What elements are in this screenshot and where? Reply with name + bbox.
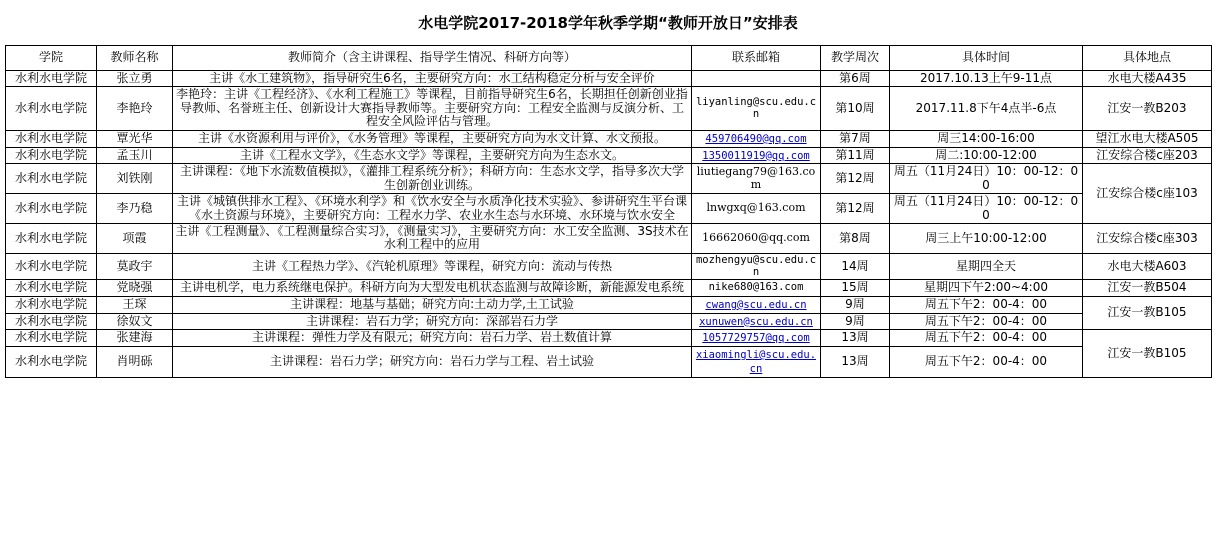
- cell-college: 水利水电学院: [6, 130, 97, 147]
- cell-email[interactable]: [692, 330, 821, 347]
- table-row: [6, 130, 1212, 147]
- cell-teacher-intro: 主讲《工程测量》、《工程测量综合实习》，《测量实习》，主要研究方向：水工安全监测、3S技术在水利工程中的应用: [173, 224, 692, 254]
- cell-email: [692, 71, 821, 87]
- table-row: [6, 224, 1212, 254]
- table-header: [6, 46, 1212, 71]
- cell-time: 周五（11月24日）10：00-12：00: [890, 194, 1083, 224]
- column-header-email: 联系邮箱: [692, 46, 821, 71]
- table-row: [6, 164, 1212, 194]
- column-header-week: 教学周次: [821, 46, 890, 71]
- cell-time: 周五下午2：00-4：00: [890, 330, 1083, 347]
- cell-week: 第11周: [821, 147, 890, 164]
- cell-place: 江安综合楼c座203: [1083, 147, 1212, 164]
- table-row: [6, 71, 1212, 87]
- cell-teacher-name: 李艳玲: [97, 87, 173, 130]
- email-link[interactable]: 459706490@qq.com: [705, 132, 807, 145]
- cell-college: 水利水电学院: [6, 71, 97, 87]
- cell-time: 2017.11.8下午4点半-6点: [890, 87, 1083, 130]
- cell-email: nike680@163.com: [692, 280, 821, 296]
- cell-time: 周三上午10:00-12:00: [890, 224, 1083, 254]
- column-header-name: 教师名称: [97, 46, 173, 71]
- column-header-college: 学院: [6, 46, 97, 71]
- cell-email: mozhengyu@scu.edu.cn: [692, 253, 821, 280]
- cell-teacher-intro: 主讲电机学，电力系统继电保护。科研方向为大型发电机状态监测与故障诊断，新能源发电系统: [173, 280, 692, 296]
- cell-time: 周五下午2：00-4：00: [890, 296, 1083, 313]
- cell-teacher-name: 王琛: [97, 296, 173, 313]
- cell-time: 星期四全天: [890, 253, 1083, 280]
- cell-week: 9周: [821, 296, 890, 313]
- table-row: [6, 280, 1212, 296]
- cell-week: 第8周: [821, 224, 890, 254]
- table-row: [6, 253, 1212, 280]
- cell-college: 水利水电学院: [6, 313, 97, 330]
- table-row: [6, 330, 1212, 347]
- cell-week: 第12周: [821, 164, 890, 194]
- cell-email[interactable]: [692, 130, 821, 147]
- cell-time: 2017.10.13上午9-11点: [890, 71, 1083, 87]
- cell-teacher-intro: 李艳玲：主讲《工程经济》、《水利工程施工》等课程，目前指导研究生6名，长期担任创新创业指导教师、名誉班主任、创新设计大赛指导教师等。主要研究方向：工程安全监测与反演分析、工程安全风险评估与管理。: [173, 87, 692, 130]
- cell-place: 江安综合楼c座103: [1083, 164, 1212, 224]
- cell-teacher-name: 徐奴文: [97, 313, 173, 330]
- schedule-table: [5, 45, 1212, 378]
- cell-time: 周五下午2：00-4：00: [890, 347, 1083, 378]
- cell-email: 16662060@qq.com: [692, 224, 821, 254]
- cell-college: 水利水电学院: [6, 87, 97, 130]
- cell-teacher-name: 张建海: [97, 330, 173, 347]
- email-link[interactable]: 1057729757@qq.com: [702, 332, 810, 345]
- cell-time: 周三14:00-16:00: [890, 130, 1083, 147]
- column-header-intro: 教师简介（含主讲课程、指导学生情况、科研方向等）: [173, 46, 692, 71]
- cell-teacher-name: 肖明砾: [97, 347, 173, 378]
- email-link[interactable]: xiaomingli@scu.edu.cn: [695, 349, 817, 375]
- cell-college: 水利水电学院: [6, 296, 97, 313]
- cell-week: 第10周: [821, 87, 890, 130]
- cell-email: liyanling@scu.edu.cn: [692, 87, 821, 130]
- table-row: [6, 194, 1212, 224]
- cell-teacher-name: 党晓强: [97, 280, 173, 296]
- cell-teacher-intro: 主讲课程：岩石力学；研究方向：岩石力学与工程、岩土试验: [173, 347, 692, 378]
- header-row: [6, 46, 1212, 71]
- cell-teacher-intro: 主讲课程：《地下水流数值模拟》，《灌排工程系统分析》；科研方向：生态水文学，指导多次大学生创新创业训练。: [173, 164, 692, 194]
- cell-time: 星期四下午2:00~4:00: [890, 280, 1083, 296]
- cell-teacher-intro: 主讲《水工建筑物》，指导研究生6名，主要研究方向：水工结构稳定分析与安全评价: [173, 71, 692, 87]
- cell-time: 周二:10:00-12:00: [890, 147, 1083, 164]
- cell-college: 水利水电学院: [6, 347, 97, 378]
- cell-teacher-intro: 主讲《城镇供排水工程》、《环境水利学》和《饮水安全与水质净化技术实验》、参讲研究生平台课《水土资源与环境》，主要研究方向：工程水力学、农业水生态与水环境、水环境与饮水安全: [173, 194, 692, 224]
- cell-email[interactable]: [692, 313, 821, 330]
- cell-time: 周五（11月24日）10：00-12：00: [890, 164, 1083, 194]
- column-header-place: 具体地点: [1083, 46, 1212, 71]
- cell-email: lnwgxq@163.com: [692, 194, 821, 224]
- cell-place: 水电大楼A603: [1083, 253, 1212, 280]
- cell-teacher-name: 刘铁刚: [97, 164, 173, 194]
- cell-college: 水利水电学院: [6, 164, 97, 194]
- document-title-band: [0, 0, 1216, 45]
- cell-teacher-name: 莫政宇: [97, 253, 173, 280]
- cell-week: 13周: [821, 347, 890, 378]
- page-title: 水电学院2017-2018学年秋季学期“教师开放日”安排表: [418, 14, 798, 32]
- cell-teacher-name: 覃光华: [97, 130, 173, 147]
- cell-teacher-intro: 主讲课程：弹性力学及有限元；研究方向：岩石力学、岩土数值计算: [173, 330, 692, 347]
- cell-week: 15周: [821, 280, 890, 296]
- cell-college: 水利水电学院: [6, 280, 97, 296]
- cell-place: 江安一教B504: [1083, 280, 1212, 296]
- table-row: [6, 87, 1212, 130]
- cell-college: 水利水电学院: [6, 330, 97, 347]
- email-link[interactable]: 1350011919@qq.com: [702, 149, 810, 162]
- cell-college: 水利水电学院: [6, 194, 97, 224]
- cell-college: 水利水电学院: [6, 253, 97, 280]
- email-link[interactable]: cwang@scu.edu.cn: [705, 298, 807, 311]
- cell-week: 第6周: [821, 71, 890, 87]
- cell-week: 9周: [821, 313, 890, 330]
- column-header-time: 具体时间: [890, 46, 1083, 71]
- cell-teacher-intro: 主讲《工程水文学》，《生态水文学》等课程，主要研究方向为生态水文。: [173, 147, 692, 164]
- cell-week: 13周: [821, 330, 890, 347]
- cell-place: 江安一教B203: [1083, 87, 1212, 130]
- cell-email[interactable]: [692, 347, 821, 378]
- cell-email[interactable]: [692, 296, 821, 313]
- cell-place: 江安一教B105: [1083, 296, 1212, 330]
- cell-week: 14周: [821, 253, 890, 280]
- table-row: [6, 313, 1212, 330]
- cell-place: 水电大楼A435: [1083, 71, 1212, 87]
- table-row: [6, 147, 1212, 164]
- cell-time: 周五下午2：00-4：00: [890, 313, 1083, 330]
- cell-week: 第12周: [821, 194, 890, 224]
- cell-college: 水利水电学院: [6, 224, 97, 254]
- table-body: [6, 71, 1212, 378]
- cell-teacher-intro: 主讲《工程热力学》、《汽轮机原理》等课程，研究方向：流动与传热: [173, 253, 692, 280]
- table-row: [6, 347, 1212, 378]
- cell-college: 水利水电学院: [6, 147, 97, 164]
- email-link[interactable]: xunuwen@scu.edu.cn: [699, 315, 813, 328]
- cell-teacher-name: 孟玉川: [97, 147, 173, 164]
- cell-teacher-name: 项霞: [97, 224, 173, 254]
- cell-place: 望江水电大楼A505: [1083, 130, 1212, 147]
- cell-teacher-name: 李乃稳: [97, 194, 173, 224]
- cell-email[interactable]: [692, 147, 821, 164]
- cell-teacher-intro: 主讲课程：地基与基础；研究方向:土动力学,土工试验: [173, 296, 692, 313]
- cell-place: 江安综合楼c座303: [1083, 224, 1212, 254]
- table-row: [6, 296, 1212, 313]
- cell-week: 第7周: [821, 130, 890, 147]
- cell-teacher-intro: 主讲课程：岩石力学；研究方向：深部岩石力学: [173, 313, 692, 330]
- cell-place: 江安一教B105: [1083, 330, 1212, 377]
- cell-email: liutiegang79@163.com: [692, 164, 821, 194]
- cell-teacher-intro: 主讲《水资源利用与评价》，《水务管理》等课程，主要研究方向为水文计算、水文预报。: [173, 130, 692, 147]
- cell-teacher-name: 张立勇: [97, 71, 173, 87]
